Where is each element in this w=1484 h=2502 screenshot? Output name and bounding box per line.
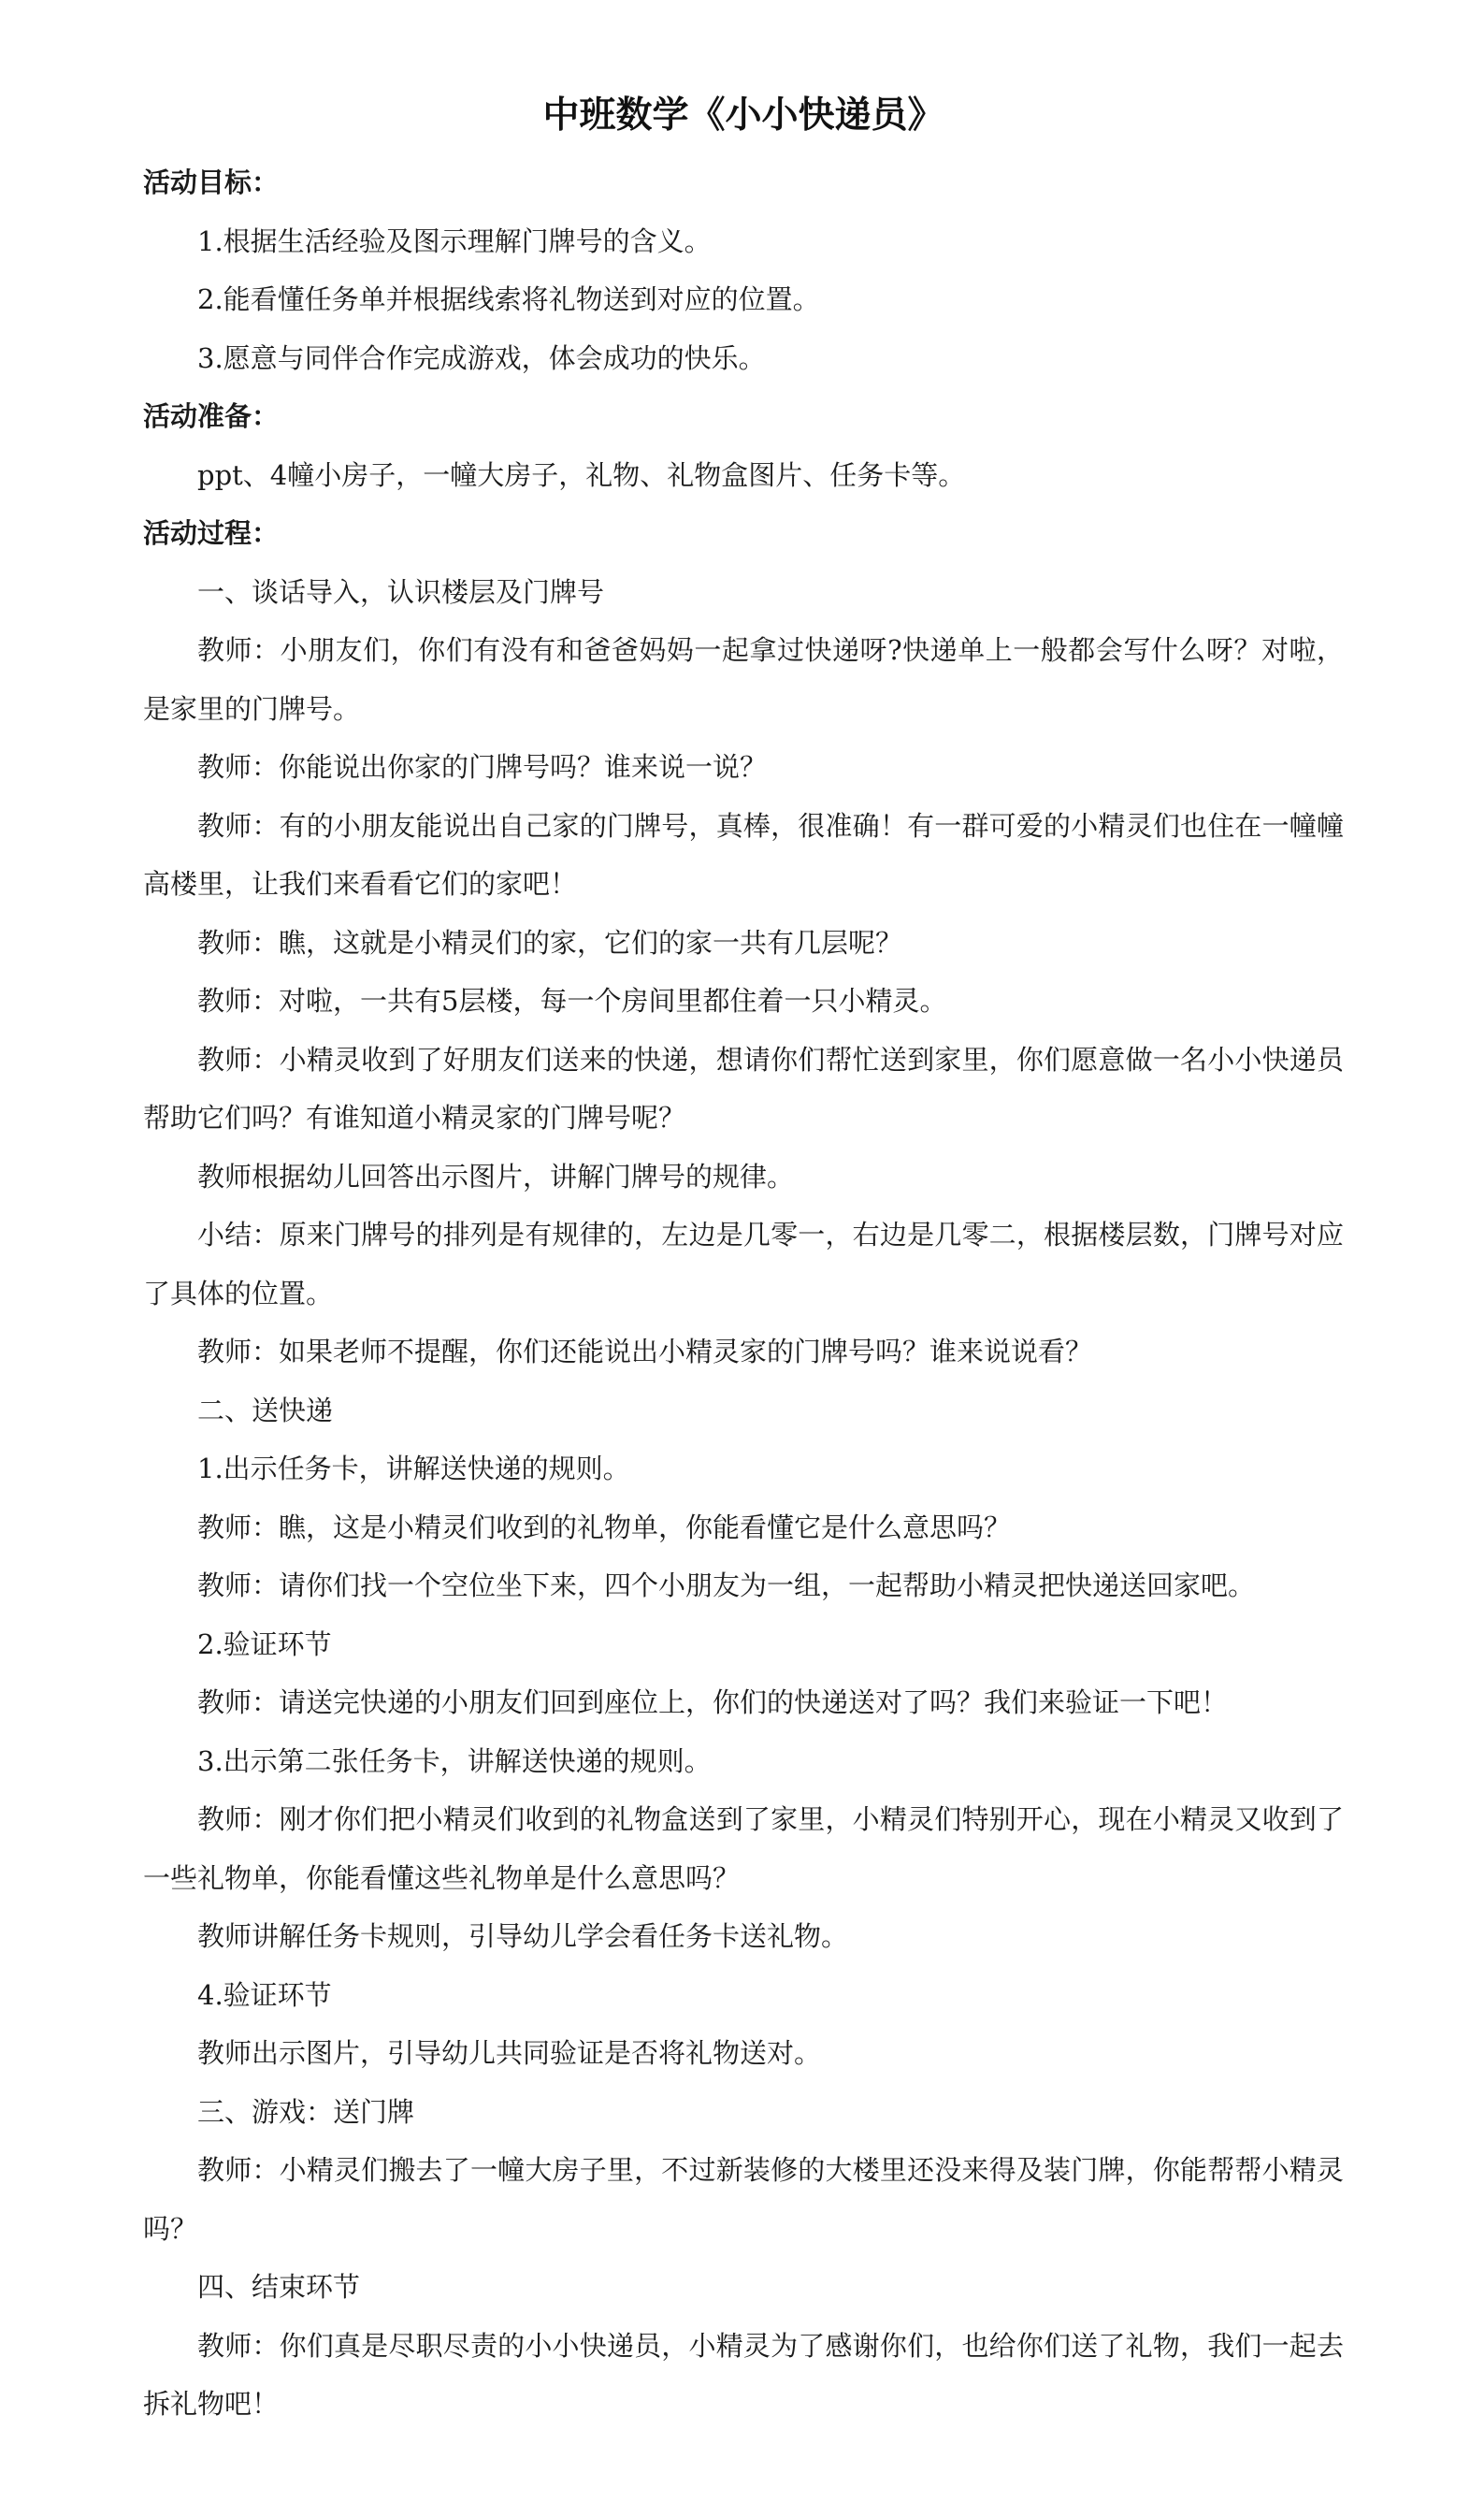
process-paragraph: 教师：小精灵们搬去了一幢大房子里，不过新装修的大楼里还没来得及装门牌，你能帮帮小精灵吗？ [143,2154,1344,2245]
goal-item: 1.根据生活经验及图示理解门牌号的含义。 [197,224,712,257]
process-paragraph: 教师：对啦，一共有5层楼，每一个房间里都住着一只小精灵。 [197,985,947,1017]
document-title: 中班数学《小小快递员》 [542,94,944,137]
section-heading-process: 活动过程： [143,517,280,549]
process-paragraph: 3.出示第二张任务卡，讲解送快递的规则。 [197,1744,712,1777]
process-paragraph: 教师根据幼儿回答出示图片，讲解门牌号的规律。 [197,1160,795,1193]
process-paragraph: 1.出示任务卡，讲解送快递的规则。 [197,1453,630,1484]
process-paragraph: 教师：瞧，这是小精灵们收到的礼物单，你能看懂它是什么意思吗？ [197,1511,1012,1543]
process-subheading: 四、结束环节 [197,2271,361,2303]
process-subheading: 三、游戏：送门牌 [197,2095,415,2128]
process-paragraph: 教师：请你们找一个空位坐下来，四个小朋友为一组，一起帮助小精灵把快递送回家吧。 [197,1569,1256,1601]
process-paragraph: 4.验证环节 [197,1978,332,2011]
preparation-item: ppt、4幢小房子，一幢大房子，礼物、礼物盒图片、任务卡等。 [197,458,966,491]
process-paragraph: 教师：小精灵收到了好朋友们送来的快递，想请你们帮忙送到家里，你们愿意做一名小小快递员帮助它们吗？有谁知道小精灵家的门牌号呢？ [143,1043,1344,1134]
process-paragraph: 教师：你们真是尽职尽责的小小快递员，小精灵为了感谢你们，也给你们送了礼物，我们一起去拆礼物吧！ [143,2329,1344,2420]
section-heading-preparation: 活动准备： [143,400,280,432]
goal-item: 3.愿意与同伴合作完成游戏，体会成功的快乐。 [197,341,766,374]
process-paragraph: 教师：如果老师不提醒，你们还能说出小精灵家的门牌号吗？谁来说说看？ [197,1336,1093,1367]
process-paragraph: 教师讲解任务卡规则，引导幼儿学会看任务卡送礼物。 [197,1920,849,1952]
process-paragraph: 2.验证环节 [197,1627,332,1660]
process-paragraph: 教师：你能说出你家的门牌号吗？谁来说一说？ [197,751,768,783]
section-heading-goals: 活动目标： [143,166,280,198]
goal-item: 2.能看懂任务单并根据线索将礼物送到对应的位置。 [197,283,820,315]
process-paragraph: 小结：原来门牌号的排列是有规律的，左边是几零一，右边是几零二，根据楼层数，门牌号对应了具体的位置。 [143,1219,1344,1309]
process-subheading: 一、谈话导入，认识楼层及门牌号 [197,575,605,608]
process-paragraph: 教师：刚才你们把小精灵们收到的礼物盒送到了家里，小精灵们特别开心，现在小精灵又收到了一些礼物单，你能看懂这些礼物单是什么意思吗？ [143,1803,1344,1894]
process-paragraph: 教师：有的小朋友能说出自己家的门牌号，真棒，很准确！有一群可爱的小精灵们也住在一幢幢高楼里，让我们来看看它们的家吧！ [143,809,1344,900]
process-paragraph: 教师：瞧，这就是小精灵们的家，它们的家一共有几层呢？ [197,926,903,959]
process-paragraph: 教师出示图片，引导幼儿共同验证是否将礼物送对。 [197,2037,822,2069]
process-paragraph: 教师：小朋友们，你们有没有和爸爸妈妈一起拿过快递呀?快递单上一般都会写什么呀？对啦，是家里的门牌号。 [143,634,1344,725]
process-paragraph: 教师：请送完快递的小朋友们回到座位上，你们的快递送对了吗？我们来验证一下吧！ [197,1686,1229,1718]
process-subheading: 二、送快递 [197,1394,334,1426]
